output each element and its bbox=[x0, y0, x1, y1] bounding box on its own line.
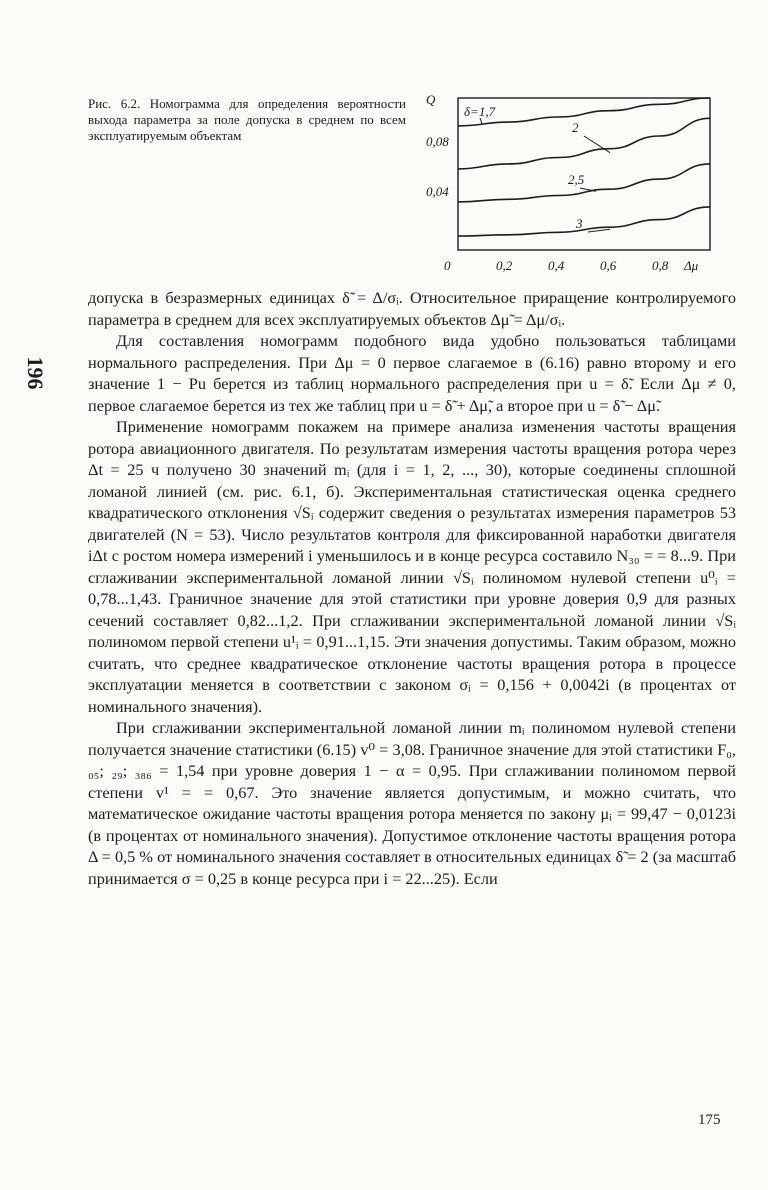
x-tick-label: 0,6 bbox=[600, 258, 617, 273]
curve-label-leader bbox=[588, 229, 610, 232]
paragraph: Применение номограмм покажем на примере анализа изменения частоты вращения ротора авиационного двигателя. По результатам измерения частоты вращения ротора через Δt = 25 ч получено 30 значений mᵢ (для i = 1, 2, ..., 30), которые соединены сплошной ломаной линией (см. рис. 6.1, б). Экспериментальная статистическая оценка среднего квадратического отклонения √Sᵢ содержит сведения о результатах измерения параметров 53 двигателей (N = 53). Число результатов контроля для фиксированной наработки двигателя iΔt с ростом номера измерений i уменьшилось и в конце ресурса составило N₃₀ = = 8...9. При сглаживании экспериментальной ломаной линии √Sᵢ полиномом нулевой степени u⁰ᵢ = 0,78...1,43. Граничное значение для этой статистики при уровне доверия 0,9 для разных сечений составляет 0,82...1,2. При сглаживании экспериментальной ломаной линии √Sᵢ полиномом первой степени u¹ᵢ = 0,91...1,15. Эти значения допустимы. Таким образом, можно считать, что среднее квадратическое отклонение частоты вращения ротора в процессе эксплуатации меняется в соответствии с законом σᵢ = 0,156 + 0,0042i (в процентах от номинального значения). bbox=[88, 417, 736, 716]
x-tick-label: 0 bbox=[444, 258, 451, 273]
y-tick-label: 0,08 bbox=[426, 134, 449, 149]
body-text bbox=[88, 287, 736, 889]
curve-0 bbox=[458, 98, 710, 126]
nomogram-chart bbox=[420, 88, 720, 284]
figure-caption: Рис. 6.2. Номограмма для определения вероятности выхода параметра за поле допуска в среднем по всем эксплуатируемым объектам bbox=[88, 96, 406, 143]
y-axis-label: Q bbox=[426, 92, 436, 107]
paragraph: допуска в безразмерных единицах δ̃ = Δ/σᵢ. Относительное приращение контролируемого параметра в среднем для всех эксплуатируемых объектов Δμ̃ = Δμ/σᵢ. bbox=[88, 288, 736, 329]
margin-handwritten-note: 196 bbox=[23, 356, 48, 390]
curve-label: 2 bbox=[572, 120, 579, 135]
x-axis-label: Δμ bbox=[684, 258, 699, 273]
y-tick-label: 0,04 bbox=[426, 184, 449, 199]
x-tick-label: 0,8 bbox=[652, 258, 669, 273]
x-tick-label: 0,2 bbox=[496, 258, 513, 273]
curve-3 bbox=[458, 207, 710, 236]
paragraph: При сглаживании экспериментальной ломаной линии mᵢ полиномом нулевой степени получается значение статистики (6.15) v⁰ = 3,08. Граничное значение для этой статистики F₀, ₀₅; ₂₉; ₃₈₆ = 1,54 при уровне доверия 1 − α = 0,95. При сглаживании полиномом первой степени v¹ = = 0,67. Это значение является допустимым, и можно считать, что математическое ожидание частоты вращения ротора меняется по закону μᵢ = 99,47 − 0,0123i (в процентах от номинального значения). Допустимое отклонение частоты вращения ротора Δ = 0,5 % от номинального значения составляет в относительных единицах δ̃ = 2 (за масштаб принимается σ = 0,25 в конце ресурса при i = 22...25). Если bbox=[88, 718, 736, 888]
nomogram-figure bbox=[420, 88, 720, 284]
curve-label: 2,5 bbox=[568, 172, 585, 187]
curve-label: δ=1,7 bbox=[464, 104, 496, 119]
page-number: 175 bbox=[698, 1112, 721, 1128]
curve-1 bbox=[458, 118, 710, 169]
curve-label: 3 bbox=[576, 216, 583, 231]
paragraph: Для составления номограмм подобного вида удобно пользоваться таблицами нормального распределения. При Δμ = 0 первое слагаемое в (6.16) равно второму и его значение 1 − Pu берется из таблиц нормального распределения при u = δ̃. Если Δμ ≠ 0, первое слагаемое берется из тех же таблиц при u = δ̃ + Δμ̃, а второе при u = δ̃ − Δμ̃. bbox=[88, 331, 736, 415]
x-tick-label: 0,4 bbox=[548, 258, 565, 273]
